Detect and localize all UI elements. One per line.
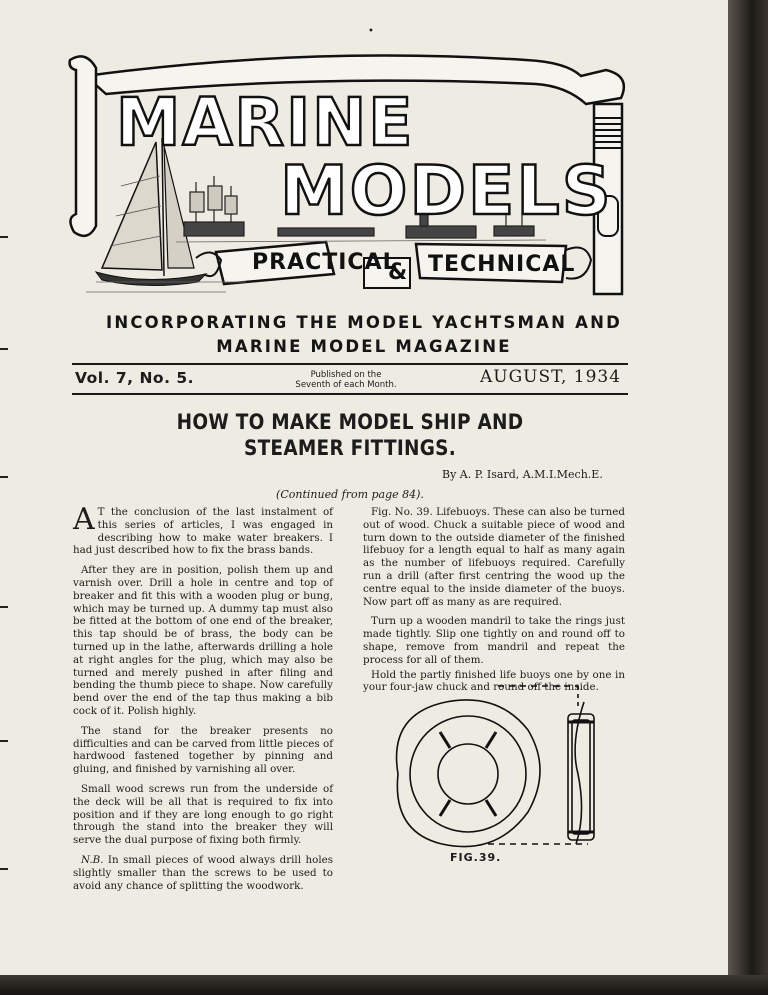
continued-note: (Continued from page 84). [276,488,424,501]
volume-number: Vol. 7, No. 5. [75,369,195,387]
top-rule [72,363,628,365]
subtitle-line-2: MARINE MODEL MAGAZINE [216,337,512,356]
paragraph: Turn up a wooden mandril to take the rings just made tightly. Slip one tightly on and round off to shape, remove from mandril and repeat the process for all of them. [363,615,625,666]
drop-cap: A [73,502,95,537]
margin-mark [0,236,8,238]
article-column-left [73,502,333,899]
masthead-tag-technical: TECHNICAL [428,252,576,277]
article-byline: By A. P. Isard, A.M.I.Mech.E. [442,468,603,481]
nb-paragraph [73,854,333,892]
article-headline-line-2: STEAMER FITTINGS. [243,436,456,461]
figure-caption: FIG.39. [450,851,502,864]
margin-mark [0,348,8,350]
margin-mark [0,476,8,478]
bottom-rule [72,393,628,395]
margin-mark [0,868,8,870]
paragraph: Fig. No. 39. Lifebuoys. These can also be turned out of wood. Chuck a suitable piece of wood and turn down to the outside diameter of the finished lifebuoy for a length equal to half as many again as the number of lifebuoys required. Carefully run a drill (after first centring the wood up the centre equal to the inside diameter of the buoys. Now part off as many as are required. [363,506,625,608]
margin-mark [0,740,8,742]
publication-note-line-1: Published on the [310,370,382,380]
masthead-tag-ampersand: & [388,260,409,285]
masthead-title-models: MODELS [280,152,613,231]
publication-note-line-2: Seventh of each Month. [295,380,397,390]
paragraph [73,502,333,557]
lifebuoy-drawing [378,684,608,864]
article-column-right [363,506,625,701]
paragraph-text: T the conclusion of the last instalment of this series of articles, I was engaged in describing how to make water breakers. I had just described how to fix the brass bands. [73,506,333,557]
masthead-tag-practical: PRACTICAL [252,250,398,275]
publication-note [272,370,420,390]
subtitle-line-1: INCORPORATING THE MODEL YACHTSMAN AND [106,313,622,332]
nb-label: N.B. [81,853,104,866]
article-headline-line-1: HOW TO MAKE MODEL SHIP AND [176,410,524,435]
paragraph: After they are in position, polish them up and varnish over. Drill a hole in centre and top of breaker and fit this with a wooden plug or bung, which may be turned up. A dummy tap must also be fitted at the bottom of one end of the breaker, this tap should be of brass, the body can be turned up in the lathe, afterwards drilling a hole at right angles for the plug, which may also be turned and merely pushed in after filing and bending the thumb piece to shape. Now carefully bend over the end of the tap thus making a bib cock of it. Polish highly. [73,564,333,717]
page-bottom-shadow [0,975,768,995]
masthead [66,46,631,308]
paragraph: The stand for the breaker presents no difficulties and can be carved from little pieces of hardwood fastened together by pinning and gluing, and finished by varnishing all over. [73,724,333,776]
issue-date: AUGUST, 1934 [480,367,622,387]
ink-speck: • [368,26,374,37]
masthead-title-marine: MARINE [116,84,415,161]
margin-mark [0,606,8,608]
page-edge-shadow [728,0,768,995]
nb-text: In small pieces of wood always drill holes slightly smaller than the screws to be used to avoid any chance of splitting the woodwork. [73,853,333,892]
paragraph: Small wood screws run from the underside of the deck will be all that is required to fix into position and if they are long enough to go right through the stand into the breaker they will serve the dual purpose of fixing both firmly. [73,782,333,847]
paragraph: Hold the partly finished life buoys one by one in your four-jaw chuck and round off the inside. [363,668,625,694]
